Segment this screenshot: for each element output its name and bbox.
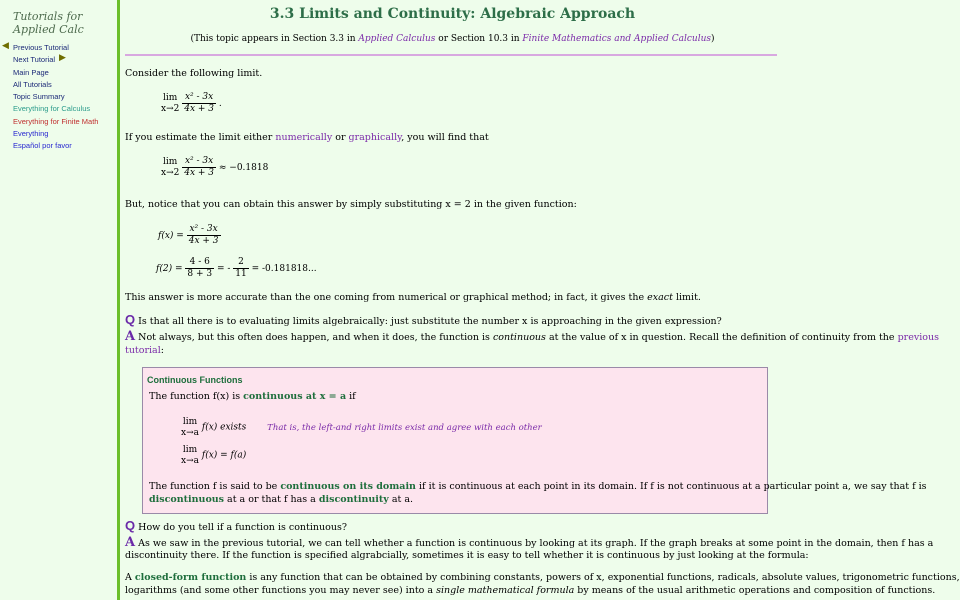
paragraph-1: Consider the following limit. bbox=[125, 68, 263, 79]
box-limit-equal: lim x→a f(x) = f(a) bbox=[181, 445, 247, 466]
all-tutorials-link[interactable]: All Tutorials bbox=[13, 79, 52, 89]
q-label: Q bbox=[125, 312, 136, 327]
right-arrow-icon[interactable]: ▶ bbox=[59, 53, 66, 63]
box-line-1: The function f(x) is continuous at x = a if bbox=[149, 391, 356, 402]
answer-2-cont: discontinuity there. If the function is specified algrabcially, sometimes it is easy to tell whether it is continuous by just looking at the formula: bbox=[125, 550, 809, 561]
function-def: f(x) = $\frac{\text{x² - 3x}}{4x + 3}$ bbox=[158, 224, 219, 246]
sidebar-nav bbox=[13, 42, 98, 153]
left-arrow-icon[interactable]: ◀ bbox=[2, 41, 9, 51]
divider bbox=[125, 54, 777, 56]
box-line-3: discontinuous at a or that f has a discontinuity at a. bbox=[149, 494, 414, 505]
graphically-link[interactable]: graphically bbox=[348, 132, 402, 143]
next-tutorial-link[interactable]: Next Tutorial bbox=[13, 55, 56, 65]
sidebar-divider bbox=[117, 0, 120, 600]
paragraph-5: A closed-form function is any function that can be obtained by combining constants, powers of x, exponential functions, radicals, absolute values, trigonometric functions, bbox=[125, 572, 960, 583]
section-note: (This topic appears in Section 3.3 in Applied Calculus or Section 10.3 in Finite Mathematics and Applied Calculus) bbox=[190, 34, 715, 44]
a-label: A bbox=[125, 329, 136, 344]
topic-summary-link[interactable]: Topic Summary bbox=[13, 92, 65, 102]
box-note: That is, the left-and right limits exist and agree with each other bbox=[267, 422, 542, 433]
numerically-link[interactable]: numerically bbox=[275, 132, 333, 143]
q-label: Q bbox=[125, 518, 136, 533]
paragraph-2: If you estimate the limit either numerically or graphically, you will find that bbox=[125, 132, 489, 143]
main-page-link[interactable]: Main Page bbox=[13, 67, 49, 77]
answer-2: A As we saw in the previous tutorial, we can tell whether a function is continuous by looking at its graph. If the graph breaks at some point in the domain, then f has a bbox=[125, 535, 934, 550]
definition-box bbox=[142, 367, 927, 514]
question-2: Q How do you tell if a function is continuous? bbox=[125, 518, 347, 533]
everything-link[interactable]: Everything bbox=[13, 129, 49, 139]
box-line-2: The function f is said to be continuous on its domain if it is continuous at each point in its domain. If f is not continuous at a particular point a, we say that f is bbox=[149, 481, 927, 492]
brand-line-2: Applied Calc bbox=[13, 23, 84, 36]
calculus-link[interactable]: Everything for Calculus bbox=[13, 104, 91, 114]
tutorial-link[interactable]: tutorial bbox=[125, 345, 161, 356]
sidebar-brand[interactable] bbox=[13, 10, 84, 36]
box-limit-exists: lim x→a f(x) exists That is, the left-and right limits exist and agree with each other bbox=[181, 417, 542, 438]
box-title: Continuous Functions bbox=[147, 375, 243, 385]
paragraph-4: This answer is more accurate than the one coming from numerical or graphical method; in fact, it gives the exact limit. bbox=[125, 292, 701, 303]
espanol-link[interactable]: Español por favor bbox=[13, 141, 72, 151]
brand-line-1: Tutorials for bbox=[13, 10, 83, 23]
answer-1: A Not always, but this often does happen, and when it does, the function is continuous at the value of x in question. Recall the definition of continuity from the previous bbox=[125, 329, 939, 344]
limit-expression: lim x→2 $\frac{\text{x² - 3x}}{4x + 3}$ . bbox=[161, 92, 222, 114]
function-eval: f(2) = $\frac{4 - 6}{8 + 3}$ = - $\frac{2}{11}$ = -0.181818... bbox=[156, 257, 317, 279]
applied-calculus-link[interactable]: Applied Calculus bbox=[358, 34, 436, 44]
prev-tutorial-link[interactable]: Previous Tutorial bbox=[13, 43, 69, 52]
page-title: 3.3 Limits and Continuity: Algebraic Approach bbox=[269, 6, 636, 22]
answer-1-cont: tutorial: bbox=[125, 345, 164, 356]
sidebar bbox=[0, 0, 114, 600]
previous-link[interactable]: previous bbox=[897, 332, 939, 343]
paragraph-6: logarithms (and some other functions you may never see) into a single mathematical formula by means of the usual arithmetic operations and composition of functions. bbox=[125, 585, 936, 596]
paragraph-3: But, notice that you can obtain this answer by simply substituting x = 2 in the given function: bbox=[125, 199, 577, 210]
limit-approx: lim x→2 $\frac{\text{x² - 3x}}{4x + 3}$ ≈ −0.1818 bbox=[161, 156, 269, 178]
finite-math-link[interactable]: Everything for Finite Math bbox=[13, 116, 99, 126]
question-1: Q Is that all there is to evaluating limits algebraically: just substitute the number x is approaching in the given expression? bbox=[125, 312, 722, 327]
finite-math-book-link[interactable]: Finite Mathematics and Applied Calculus bbox=[522, 34, 712, 44]
a-label: A bbox=[125, 535, 136, 550]
